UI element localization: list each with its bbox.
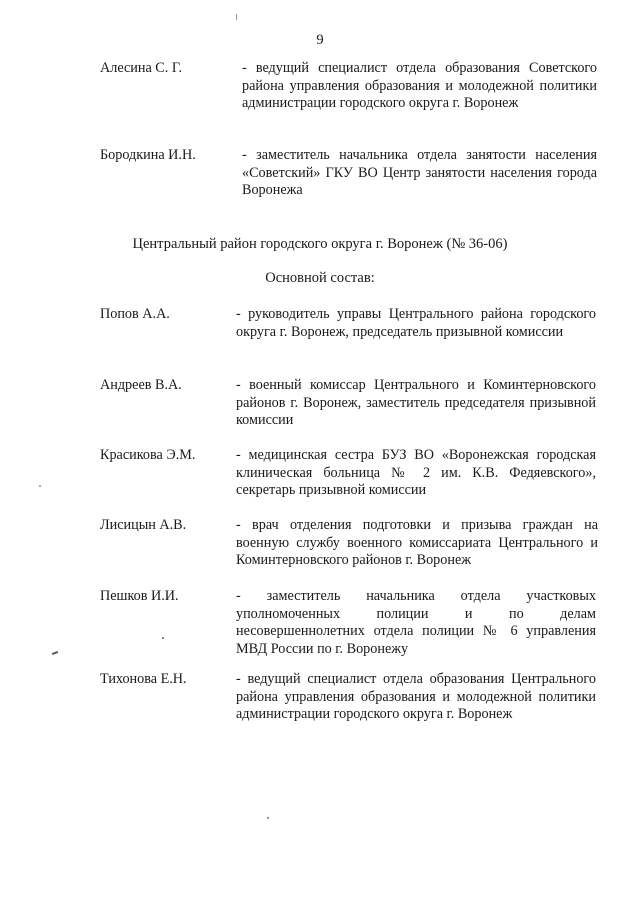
page-number: 9	[316, 32, 324, 48]
scan-speck	[267, 817, 269, 819]
member-description: - военный комиссар Центрального и Коминтерновского районов г. Воронеж, заместитель председателя призывной комиссии	[236, 377, 596, 428]
district-heading: Центральный район городского округа г. Воронеж (№ 36-06)	[132, 236, 508, 252]
member-description: - руководитель управы Центрального района городского округа г. Воронеж, председатель призывной комиссии	[236, 306, 596, 340]
scan-speck	[52, 651, 58, 655]
scan-speck	[39, 485, 41, 487]
member-name: Пешков И.И.	[100, 588, 179, 604]
member-name: Алесина С. Г.	[100, 60, 183, 76]
member-name: Лисицын А.В.	[100, 517, 187, 533]
member-name: Бородкина И.Н.	[100, 147, 196, 163]
member-name: Андреев В.А.	[100, 377, 182, 393]
member-description: - медицинская сестра БУЗ ВО «Воронежская городская клиническая больница № 2 им. К.В. Федяевского», секретарь призывной комиссии	[236, 447, 596, 498]
scan-speck	[162, 637, 164, 639]
member-description: - ведущий специалист отдела образования Советского района управления образования и молодежной политики администрации городского округа г. Воронеж	[242, 60, 597, 111]
member-description: - заместитель начальника отдела участковых уполномоченных полиции и по делам несовершеннолетних отдела полиции № 6 управления МВД России по г. Воронежу	[236, 588, 596, 657]
member-description: - ведущий специалист отдела образования Центрального района управления образования и молодежной политики администрации городского округа г. Воронеж	[236, 671, 596, 722]
member-description: - врач отделения подготовки и призыва граждан на военную службу военного комиссариата Центрального и Коминтерновского районов г. Воронеж	[236, 517, 598, 568]
member-name: Попов А.А.	[100, 306, 170, 322]
member-name: Тихонова Е.Н.	[100, 671, 187, 687]
member-name: Красикова Э.М.	[100, 447, 196, 463]
composition-heading: Основной состав:	[265, 270, 375, 286]
scan-speck	[236, 14, 237, 20]
member-description: - заместитель начальника отдела занятости населения «Советский» ГКУ ВО Центр занятости населения города Воронежа	[242, 147, 597, 198]
